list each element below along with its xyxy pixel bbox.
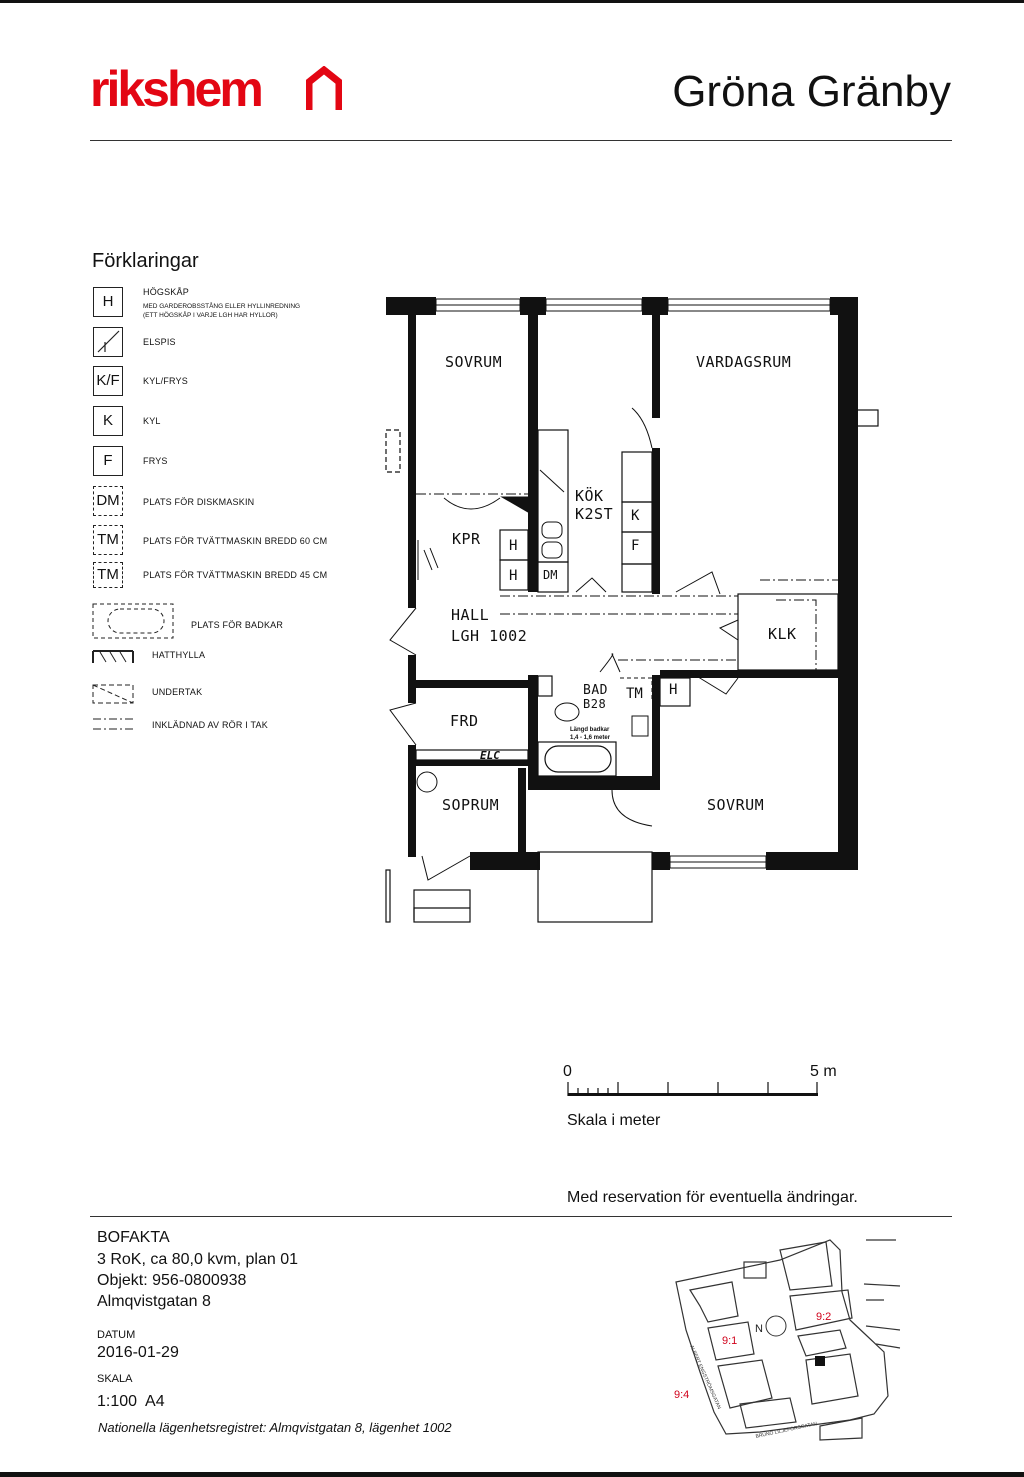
fixture-elcentral: ELC — [480, 749, 500, 762]
scale-info-value: 1:100 A4 — [97, 1393, 165, 1410]
bathtub-note-2: 1,4 - 1,6 meter — [570, 735, 611, 741]
info-address: Almqvistgatan 8 — [97, 1293, 211, 1310]
street-albert-engstromsgatan: ALBERT ENGSTRÖMSGATAN — [688, 1344, 722, 1411]
bathtub-icon — [92, 603, 174, 639]
header-rule — [90, 140, 952, 141]
bottom-border — [0, 1472, 1024, 1477]
hatthylla-icon — [92, 648, 134, 666]
legend-symbol-kyl: K — [93, 406, 123, 436]
legend-label-hogskap: HÖGSKÅP — [143, 287, 189, 297]
legend-label-badkar: PLATS FÖR BADKAR — [191, 620, 284, 630]
bathtub-note-1: Längd badkar — [570, 727, 610, 733]
room-bad-code: B28 — [583, 697, 607, 711]
site-label-9-4: 9:4 — [674, 1389, 690, 1401]
logo-roof-icon — [306, 66, 342, 112]
room-hall: HALL — [451, 606, 490, 624]
scale-end: 5 m — [810, 1063, 837, 1080]
top-border — [0, 0, 1024, 3]
elspis-icon — [95, 328, 122, 355]
scale-bar — [566, 1080, 822, 1100]
info-object: Objekt: 956-0800938 — [97, 1272, 247, 1289]
reservation-note: Med reservation för eventuella ändringar. — [567, 1189, 858, 1206]
fixture-hogskap-2: H — [509, 568, 518, 584]
room-sovrum-2: SOVRUM — [707, 796, 765, 814]
street-bruno-liljeforsgatan: BRUNO LILJEFORSGATAN — [755, 1421, 818, 1440]
room-kpr: KPR — [452, 530, 481, 548]
legend-label-tm45: PLATS FÖR TVÄTTMASKIN BREDD 45 CM — [143, 570, 328, 580]
legend-symbol-hogskap: H — [93, 287, 123, 317]
inkladnad-icon — [92, 716, 134, 732]
scale-start: 0 — [563, 1063, 572, 1080]
info-heading: BOFAKTA — [97, 1229, 170, 1246]
site-label-9-2: 9:2 — [816, 1311, 832, 1323]
legend-label-kyl: KYL — [143, 416, 161, 426]
room-sovrum-1: SOVRUM — [445, 353, 503, 371]
legend-note-hogskap: MED GARDEROBSSTÅNG ELLER HYLLINREDNING (ETT HÖGSKÅP I VARJE LGH HAR HYLLOR) — [143, 303, 301, 319]
room-vardagsrum: VARDAGSRUM — [696, 353, 792, 371]
legend-symbol-frys: F — [93, 446, 123, 476]
registry-note: Nationella lägenhetsregistret: Almqvistgatan 8, lägenhet 1002 — [98, 1420, 452, 1435]
date-label: DATUM — [97, 1329, 136, 1341]
legend-label-elspis: ELSPIS — [143, 337, 176, 347]
info-apartment: 3 RoK, ca 80,0 kvm, plan 01 — [97, 1251, 298, 1268]
footer-rule — [90, 1216, 952, 1217]
fixture-frys: F — [631, 538, 640, 554]
legend-symbol-dm: DM — [93, 486, 123, 516]
scale-info-label: SKALA — [97, 1373, 133, 1385]
room-lgh: LGH 1002 — [451, 627, 528, 645]
room-klk: KLK — [768, 625, 797, 643]
site-label-9-1: 9:1 — [722, 1335, 738, 1347]
room-kok-code: K2ST — [575, 505, 614, 523]
legend-label-dm: PLATS FÖR DISKMASKIN — [143, 497, 255, 507]
site-map — [666, 1232, 906, 1444]
room-kok: KÖK — [575, 487, 604, 505]
legend-symbol-tm60: TM — [93, 525, 123, 555]
legend-symbol-tm45: TM — [93, 562, 123, 588]
brand-logo: rikshem — [90, 61, 261, 117]
fixture-kyl: K — [631, 508, 640, 524]
scale-caption: Skala i meter — [567, 1112, 661, 1129]
legend-symbol-kylfrys: K/F — [93, 366, 123, 396]
room-soprum: SOPRUM — [442, 796, 500, 814]
north-label: N — [755, 1323, 763, 1335]
project-title: Gröna Gränby — [672, 67, 951, 116]
legend-symbol-elspis — [93, 327, 123, 357]
undertak-icon — [92, 684, 134, 704]
legend-label-hatthylla: HATTHYLLA — [152, 650, 206, 660]
legend-label-frys: FRYS — [143, 456, 168, 466]
fixture-hogskap-3: H — [669, 682, 678, 698]
legend-label-tm60: PLATS FÖR TVÄTTMASKIN BREDD 60 CM — [143, 536, 328, 546]
fixture-diskmaskin: DM — [543, 568, 558, 582]
date-value: 2016-01-29 — [97, 1344, 179, 1361]
legend-label-inkladnad: INKLÄDNAD AV RÖR I TAK — [152, 720, 268, 730]
fixture-hogskap-1: H — [509, 538, 518, 554]
room-bad: BAD — [583, 683, 608, 698]
legend-label-undertak: UNDERTAK — [152, 687, 203, 697]
legend-title: Förklaringar — [92, 250, 199, 272]
legend-label-kylfrys: KYL/FRYS — [143, 376, 188, 386]
room-frd: FRD — [450, 712, 479, 730]
fixture-tvattmaskin: TM — [626, 686, 643, 702]
